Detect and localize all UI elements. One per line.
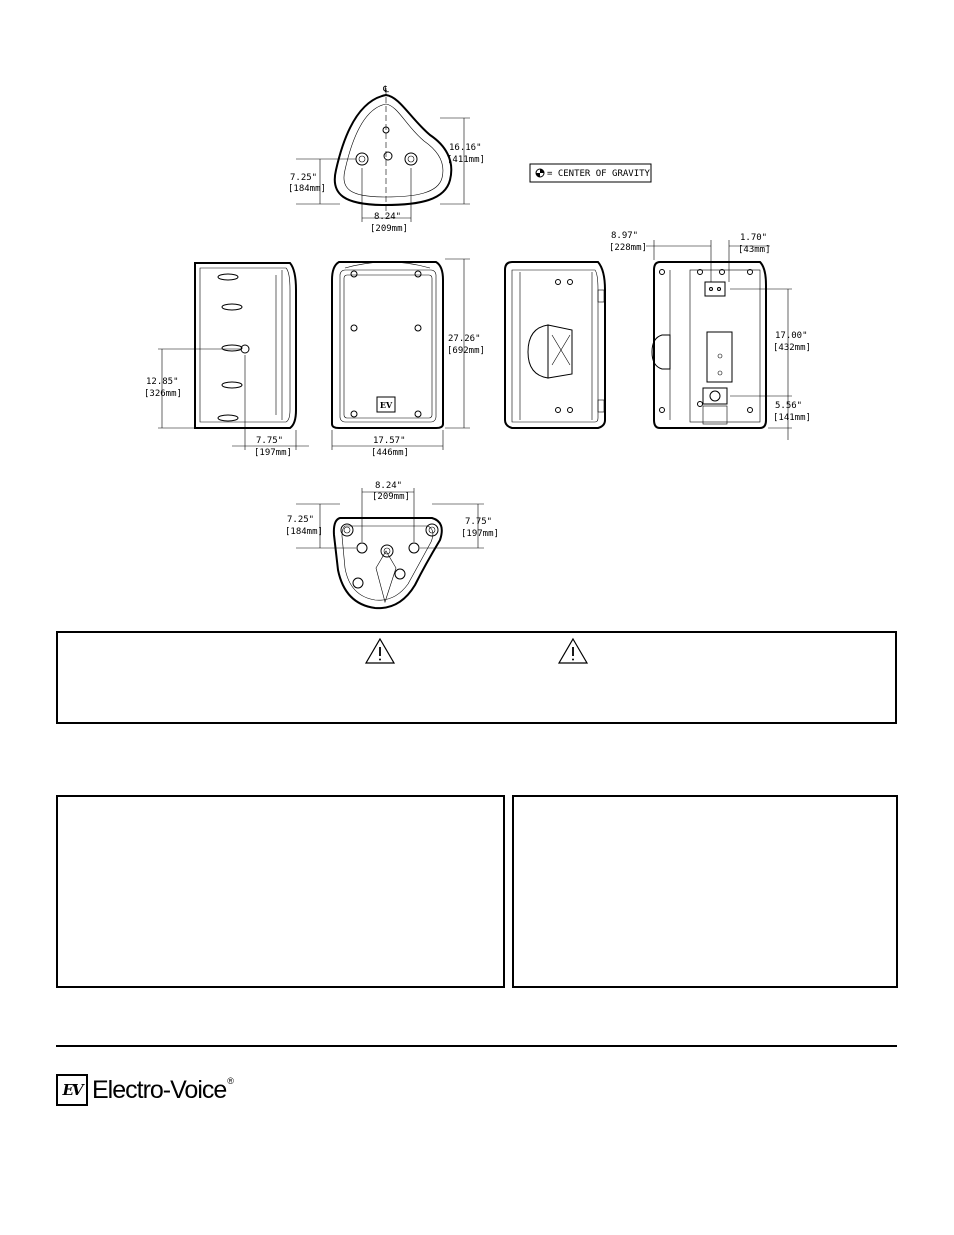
warning-box: [56, 631, 897, 724]
rear-screws: [660, 270, 753, 413]
side-depth-mm: [197mm]: [254, 448, 292, 458]
top-depth-mm: [411mm]: [447, 155, 485, 165]
bottom-left-mm: [184mm]: [285, 527, 323, 537]
front-height-in: 27.26": [448, 334, 481, 344]
side-handles: [218, 274, 242, 421]
rear-top-offset-mm: [43mm]: [738, 245, 771, 255]
top-offset-mm: [184mm]: [288, 184, 326, 194]
top-mount-points: [356, 127, 417, 165]
top-width-mm: [209mm]: [370, 224, 408, 234]
front-width-mm: [446mm]: [371, 448, 409, 458]
top-offset-in: 7.25": [290, 173, 318, 183]
front-badge-text: EV: [379, 400, 393, 410]
center-of-gravity-icon: [536, 169, 544, 177]
top-depth-in: 16.16": [449, 143, 482, 153]
electro-voice-logo: [56, 1073, 233, 1107]
side-right-screws: [556, 280, 573, 413]
rear-depth-mm: [228mm]: [609, 243, 647, 253]
bottom-left-in: 7.25": [287, 515, 315, 525]
rear-view: [609, 231, 811, 440]
bottom-width-mm: [209mm]: [372, 492, 410, 502]
center-of-gravity-legend: [530, 164, 651, 182]
rear-bottom-connector: [703, 388, 727, 424]
side-view-left: [144, 263, 309, 458]
rear-input-panel: [707, 332, 732, 382]
bottom-right-mm: [197mm]: [461, 529, 499, 539]
registered-mark: ®: [227, 1075, 233, 1086]
rear-top-connector: [705, 282, 725, 296]
side-depth-in: 7.75": [256, 436, 284, 446]
top-width-in: 8.24": [374, 212, 402, 222]
front-view: [332, 259, 485, 458]
centerline-symbol: ℄: [383, 85, 389, 95]
rear-top-offset-in: 1.70": [740, 233, 768, 243]
rear-bottom-offset-in: 5.56": [775, 401, 803, 411]
info-box-left: [56, 795, 505, 988]
logo-wordmark: [92, 1076, 233, 1105]
info-box-right: [512, 795, 898, 988]
rear-depth-in: 8.97": [611, 231, 639, 241]
top-view: [288, 85, 485, 234]
side-view-right: [505, 262, 605, 428]
footer-rule: [56, 1045, 897, 1047]
front-screws: [351, 271, 421, 417]
side-height-in: 12.85": [146, 377, 179, 387]
side-height-mm: [326mm]: [144, 389, 182, 399]
rear-spacing-mm: [432mm]: [773, 343, 811, 353]
front-height-mm: [692mm]: [447, 346, 485, 356]
logo-word-text: Electro-Voice: [92, 1075, 227, 1104]
front-width-in: 17.57": [373, 436, 406, 446]
bottom-view: [285, 481, 499, 608]
rear-bottom-offset-mm: [141mm]: [773, 413, 811, 423]
legend-text: = CENTER OF GRAVITY: [547, 169, 650, 179]
bottom-width-in: 8.24": [375, 481, 403, 491]
rear-spacing-in: 17.00": [775, 331, 808, 341]
bottom-right-in: 7.75": [465, 517, 493, 527]
ev-logo-mark: EV: [56, 1074, 88, 1106]
